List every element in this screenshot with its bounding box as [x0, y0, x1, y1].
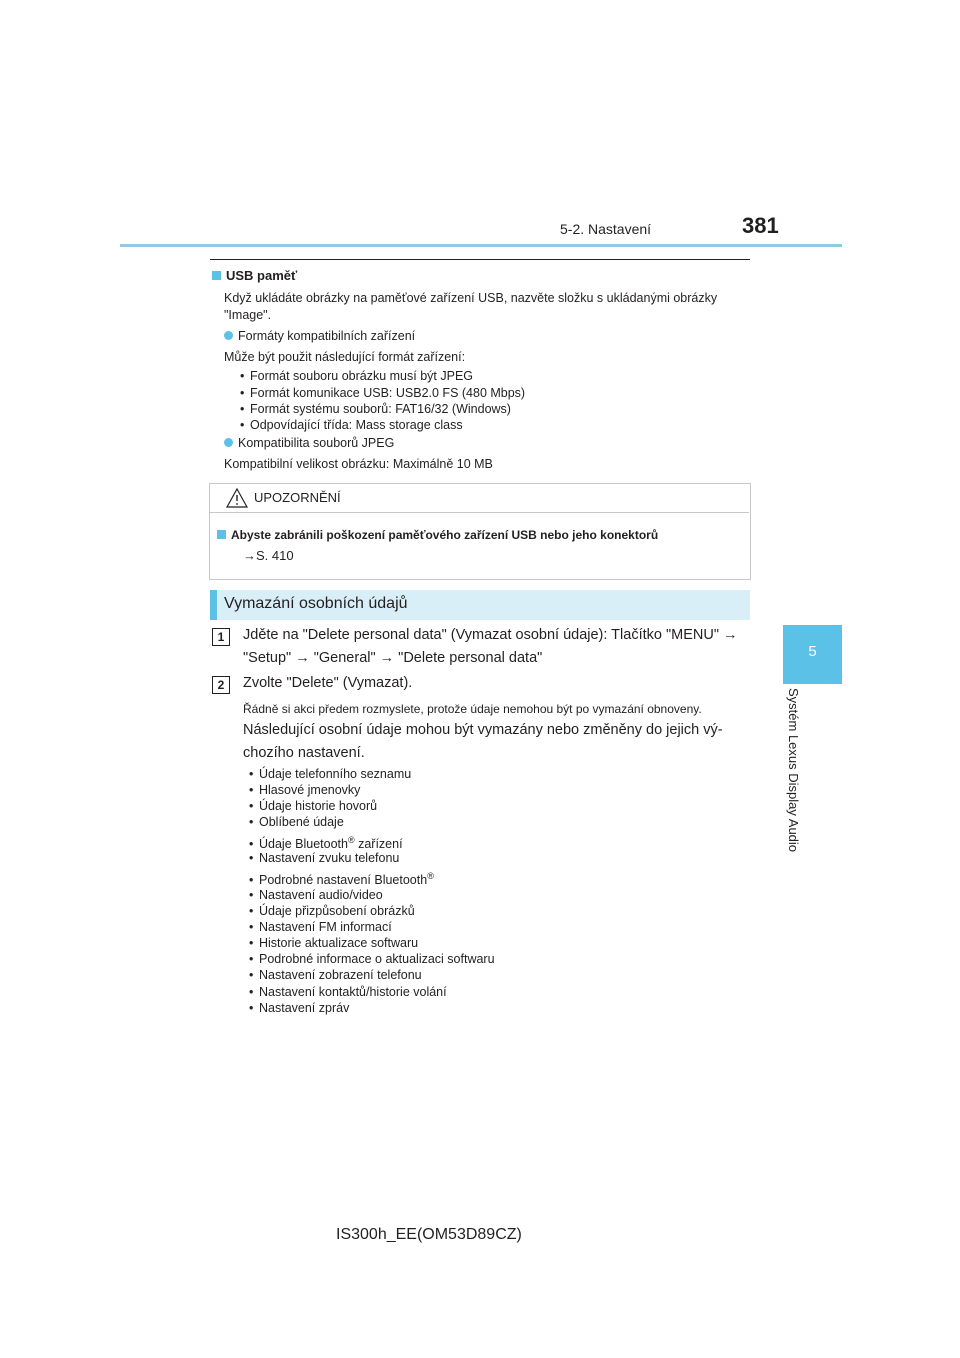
jpeg-text: Kompatibilní velikost obrázku: Maximálně 10 MB — [224, 457, 493, 471]
list-item: • Údaje přizpůsobení obrázků — [249, 904, 415, 918]
list-item: • Údaje historie hovorů — [249, 799, 377, 813]
chapter-number: 5 — [808, 643, 817, 660]
caution-heading — [217, 528, 658, 542]
list-item: • Podrobné informace o aktualizaci softwaru — [249, 952, 495, 966]
caution-page-reference[interactable]: →S. 410 — [243, 548, 294, 563]
jpeg-heading-text: Kompatibilita souborů JPEG — [238, 436, 395, 450]
document-code: IS300h_EE(OM53D89CZ) — [336, 1226, 522, 1243]
list-item: • Hlasové jmenovky — [249, 783, 360, 797]
list-item: • Údaje telefonního seznamu — [249, 767, 411, 781]
content-top-rule — [210, 259, 750, 260]
compat-devices-heading — [224, 329, 415, 343]
section-title: Vymazání osobních údajů — [224, 595, 408, 612]
circle-bullet-icon — [224, 331, 233, 340]
paragraph-line2: chozího nastavení. — [243, 745, 365, 761]
list-item — [249, 871, 434, 887]
list-item: • Nastavení zpráv — [249, 1001, 349, 1015]
running-header-section: 5-2. Nastavení — [560, 221, 652, 237]
step-number-badge: 2 — [212, 676, 230, 694]
compat-devices-heading-text: Formáty kompatibilních zařízení — [238, 329, 416, 343]
caution-heading-text: Abyste zabránili poškození paměťového zařízení USB nebo jeho konektorů — [231, 528, 659, 542]
list-item: • Nastavení audio/video — [249, 888, 383, 902]
step1-line2: "Setup" → "General" → "Delete personal data" — [243, 650, 543, 666]
list-item: • Oblíbené údaje — [249, 815, 344, 829]
page-number: 381 — [742, 213, 779, 238]
header-rule — [120, 244, 842, 247]
jpeg-heading — [224, 436, 394, 450]
step2-text: Zvolte "Delete" (Vymazat). — [243, 675, 413, 691]
compat-devices-intro: Může být použit následující formát zařízení: — [224, 350, 466, 364]
usb-intro-line1: Když ukládáte obrázky na paměťové zařízení USB, nazvěte složku s ukládanými obrázky — [224, 291, 718, 305]
square-bullet-icon — [217, 530, 226, 539]
list-item: • Nastavení kontaktů/historie volání — [249, 985, 447, 999]
list-item: • Nastavení zobrazení telefonu — [249, 968, 422, 982]
list-item: • Formát souboru obrázku musí být JPEG — [240, 369, 473, 383]
registered-mark: ® — [347, 835, 355, 845]
list-item: • Formát komunikace USB: USB2.0 FS (480 Mbps) — [240, 386, 525, 400]
list-item: • Nastavení zvuku telefonu — [249, 851, 399, 865]
step-number-badge: 1 — [212, 628, 230, 646]
list-item: • Formát systému souborů: FAT16/32 (Windows) — [240, 402, 511, 416]
usb-heading — [212, 268, 297, 283]
list-item-text: Podrobné nastavení Bluetooth — [259, 873, 428, 888]
caution-title: UPOZORNĚNÍ — [254, 490, 341, 505]
list-item-text: Údaje Bluetooth — [259, 837, 348, 852]
section-header-accent — [210, 590, 217, 620]
list-item-text: zařízení — [358, 837, 403, 852]
chapter-title: Systém Lexus Display Audio — [786, 688, 801, 853]
usb-intro-line2: "Image". — [224, 308, 272, 322]
list-item: • Historie aktualizace softwaru — [249, 936, 418, 950]
list-item — [249, 835, 403, 851]
usb-heading-text: USB paměť — [226, 268, 298, 283]
warning-triangle-icon — [226, 488, 248, 508]
paragraph-line1: Následující osobní údaje mohou být vymazány nebo změněny do jejich vý- — [243, 722, 723, 738]
registered-mark: ® — [427, 871, 434, 881]
list-item: • Nastavení FM informací — [249, 920, 392, 934]
note-text: Řádně si akci předem rozmyslete, protože údaje nemohou být po vymazání obnoveny. — [243, 702, 702, 716]
square-bullet-icon — [212, 271, 221, 280]
step1-line1: Jděte na "Delete personal data" (Vymazat osobní údaje): Tlačítko "MENU" → — [243, 627, 738, 643]
list-item: • Odpovídající třída: Mass storage class — [240, 418, 463, 432]
circle-bullet-icon — [224, 438, 233, 447]
